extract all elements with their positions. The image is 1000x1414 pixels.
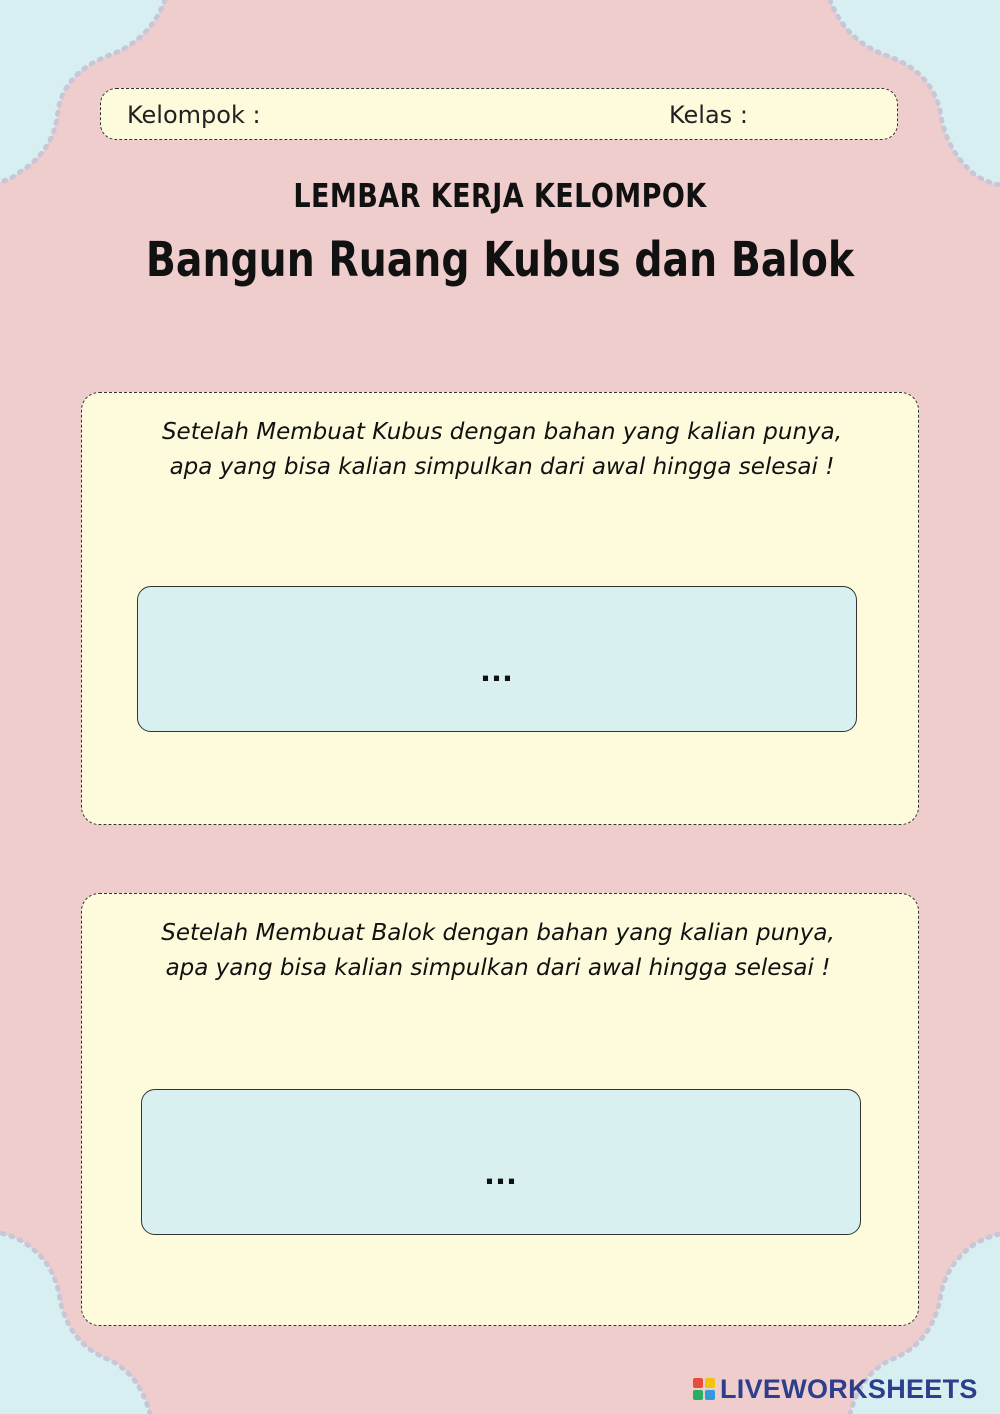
class-label: Kelas : <box>669 101 748 129</box>
worksheet-subtitle: LEMBAR KERJA KELOMPOK <box>293 176 707 215</box>
question-card-kubus <box>81 392 919 825</box>
class-input[interactable] <box>766 97 890 133</box>
answer-placeholder-balok: ... <box>484 1151 518 1192</box>
answer-box-balok[interactable] <box>141 1089 861 1235</box>
question-text-kubus: Setelah Membuat Kubus dengan bahan yang kalian punya, apa yang bisa kalian simpulkan dari awal hingga selesai ! <box>161 419 843 480</box>
worksheet-title: Bangun Ruang Kubus dan Balok <box>145 232 855 288</box>
answer-placeholder-kubus: ... <box>480 648 514 689</box>
brand-watermark <box>692 1374 978 1404</box>
group-name-input[interactable] <box>281 97 665 133</box>
answer-box-kubus[interactable] <box>137 586 857 732</box>
question-card-balok <box>81 893 919 1326</box>
question-text-balok: Setelah Membuat Balok dengan bahan yang kalian punya, apa yang bisa kalian simpulkan dari awal hingga selesai ! <box>161 920 835 981</box>
brand-name: LIVEWORKSHEETS <box>720 1373 978 1404</box>
liveworksheets-logo-icon <box>692 1377 716 1401</box>
group-label: Kelompok : <box>127 101 261 129</box>
header-bar <box>100 88 898 140</box>
